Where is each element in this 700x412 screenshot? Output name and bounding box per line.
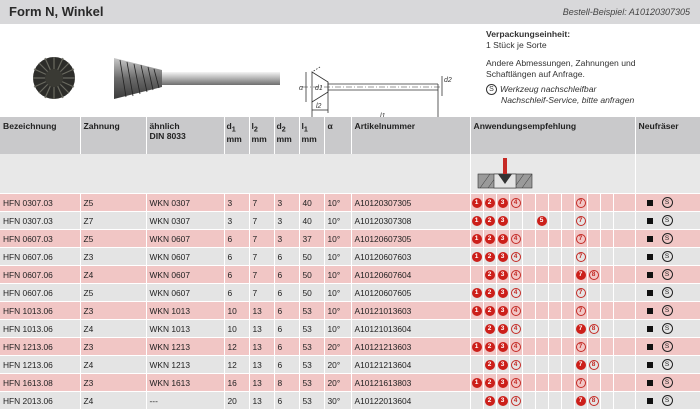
cell-l2: 13 [249,374,274,392]
cell-bez: HFN 1013.06 [0,302,80,320]
regrind-note: Werkzeug nachschleifbar [500,84,597,94]
application-marker: 4 [511,270,521,280]
cell-anwendung [470,212,635,230]
application-marker: 7 [576,270,586,280]
application-marker: 8 [589,324,599,334]
cell-alpha: 10° [324,284,351,302]
cell-neufraeser [635,338,700,356]
cell-l2: 13 [249,320,274,338]
cell-d1: 6 [224,266,249,284]
cell-l1: 37 [299,230,324,248]
square-icon [647,236,653,242]
regrind-service-note: Nachschleif-Service, bitte anfragen [501,95,635,106]
application-graphic-cell [470,154,635,194]
dim-d1-label: d1 [315,85,323,92]
application-marker: 8 [589,360,599,370]
cell-l1: 53 [299,338,324,356]
cell-anwendung [470,230,635,248]
application-marker: 2 [485,306,495,316]
other-sizes-line2: Schaftlängen auf Anfrage. [486,69,585,79]
cell-d1: 6 [224,284,249,302]
cell-d2: 6 [274,284,299,302]
cell-art: A10121213603 [351,338,470,356]
table-row [0,194,700,212]
cell-bez: HFN 1013.06 [0,320,80,338]
application-marker: 7 [576,216,586,226]
square-icon [647,380,653,386]
application-marker: 4 [511,396,521,406]
table-row [0,338,700,356]
application-marker: 7 [576,396,586,406]
application-marker: 1 [472,378,482,388]
application-marker: 7 [576,324,586,334]
application-marker: 7 [576,342,586,352]
circle-S-icon: S [662,287,673,298]
cell-l1: 40 [299,194,324,212]
cell-din: WKN 1013 [146,320,224,338]
cell-zahn: Z3 [80,302,146,320]
cell-art: A10120607604 [351,266,470,284]
square-icon [647,398,653,404]
cell-alpha: 10° [324,212,351,230]
cell-anwendung [470,284,635,302]
table-row [0,230,700,248]
dim-l2-label: l2 [316,103,322,110]
cell-alpha: 10° [324,194,351,212]
cell-anwendung [470,266,635,284]
cutter-side-view-icon [112,55,282,103]
application-marker: 4 [511,288,521,298]
cell-art: A10120307305 [351,194,470,212]
application-marker: 8 [589,396,599,406]
square-icon [647,308,653,314]
cell-alpha: 20° [324,338,351,356]
application-marker: 3 [498,288,508,298]
cell-art: A10120607603 [351,248,470,266]
col-l2: $l_2$ mm [249,117,274,154]
cell-l1: 53 [299,356,324,374]
application-marker: 1 [472,216,482,226]
cell-anwendung [470,374,635,392]
application-marker: 1 [472,234,482,244]
page-title: Form N, Winkel [9,4,104,19]
cell-d2: 3 [274,230,299,248]
cell-zahn: Z5 [80,230,146,248]
application-marker: 3 [498,216,508,226]
cell-din: WKN 0607 [146,230,224,248]
application-marker: 3 [498,324,508,334]
packaging-unit: 1 Stück je Sorte [486,40,547,50]
col-zahnung: Zahnung [80,117,146,154]
application-marker: 3 [498,270,508,280]
cutter-end-view-icon [30,54,78,102]
cell-bez: HFN 1213.06 [0,338,80,356]
cell-alpha: 10° [324,302,351,320]
cell-alpha: 30° [324,392,351,410]
cell-d1: 12 [224,356,249,374]
application-marker: 2 [485,198,495,208]
cell-l1: 53 [299,392,324,410]
application-marker: 1 [472,342,482,352]
cell-neufraeser [635,374,700,392]
circle-S-icon: S [662,305,673,316]
cell-alpha: 10° [324,230,351,248]
application-marker: 7 [576,378,586,388]
application-marker: 3 [498,306,508,316]
application-marker: 3 [498,396,508,406]
square-icon [647,362,653,368]
cell-din: WKN 1013 [146,302,224,320]
application-marker: 7 [576,198,586,208]
cell-neufraeser [635,230,700,248]
cell-bez: HFN 2013.06 [0,392,80,410]
cell-l2: 7 [249,194,274,212]
cell-d2: 3 [274,194,299,212]
col-neufraeser: Neufräser [635,117,700,154]
square-icon [647,344,653,350]
application-marker: 4 [511,324,521,334]
col-bezeichnung: Bezeichnung [0,117,80,154]
cell-neufraeser [635,266,700,284]
application-marker: 7 [576,288,586,298]
application-marker: 2 [485,378,495,388]
cell-art: A10121013604 [351,320,470,338]
dim-alpha-label: α [299,85,303,92]
circle-S-icon: S [662,359,673,370]
cell-anwendung [470,356,635,374]
cell-l2: 7 [249,266,274,284]
cell-l1: 50 [299,248,324,266]
application-marker: 1 [472,198,482,208]
col-l1: $l_1$ mm [299,117,324,154]
cell-d1: 20 [224,392,249,410]
application-marker: 1 [472,306,482,316]
cell-d1: 10 [224,320,249,338]
cell-anwendung [470,302,635,320]
application-marker: 1 [472,252,482,262]
cell-bez: HFN 0607.03 [0,230,80,248]
square-icon [647,272,653,278]
cell-din: --- [146,392,224,410]
cell-zahn: Z3 [80,248,146,266]
cell-bez: HFN 0307.03 [0,212,80,230]
table-row [0,212,700,230]
table-row [0,356,700,374]
cell-zahn: Z5 [80,194,146,212]
col-d1: $d_1$ mm [224,117,249,154]
cell-l2: 7 [249,230,274,248]
application-marker: 4 [511,342,521,352]
application-marker: 3 [498,234,508,244]
cell-alpha: 20° [324,374,351,392]
cell-l1: 53 [299,320,324,338]
cell-d2: 8 [274,374,299,392]
application-marker: 2 [485,396,495,406]
cell-l2: 7 [249,212,274,230]
circle-S-icon: S [662,215,673,226]
cell-anwendung [470,392,635,410]
application-marker: 1 [472,288,482,298]
cell-l2: 13 [249,302,274,320]
packaging-title: Verpackungseinheit: [486,29,571,39]
cell-zahn: Z4 [80,266,146,284]
cell-art: A10120307308 [351,212,470,230]
cell-d2: 6 [274,266,299,284]
cell-neufraeser [635,392,700,410]
application-graphic-row [0,154,700,194]
circle-S-icon: S [662,323,673,334]
table-row [0,320,700,338]
cell-alpha: 10° [324,248,351,266]
circle-S-icon: S [662,269,673,280]
application-marker: 5 [537,216,547,226]
cell-d2: 6 [274,338,299,356]
cell-anwendung [470,194,635,212]
cell-neufraeser [635,320,700,338]
application-marker: 7 [576,360,586,370]
cell-din: WKN 1613 [146,374,224,392]
col-alpha: α [324,117,351,154]
cell-bez: HFN 0307.03 [0,194,80,212]
table-row [0,374,700,392]
application-marker: 2 [485,234,495,244]
cell-zahn: Z4 [80,356,146,374]
application-marker: 2 [485,288,495,298]
cell-l1: 50 [299,266,324,284]
circle-S-icon: S [662,251,673,262]
application-marker: 4 [511,198,521,208]
application-marker: 4 [511,234,521,244]
cell-d1: 10 [224,302,249,320]
cell-art: A10120607605 [351,284,470,302]
cell-d1: 3 [224,212,249,230]
packaging-info [486,29,698,106]
cell-anwendung [470,248,635,266]
col-d2: $d_2$ mm [274,117,299,154]
cell-d2: 3 [274,212,299,230]
cell-bez: HFN 0607.06 [0,284,80,302]
cell-d1: 12 [224,338,249,356]
application-marker: 3 [498,252,508,262]
cell-anwendung [470,320,635,338]
cell-d2: 6 [274,302,299,320]
cell-neufraeser [635,212,700,230]
cell-zahn: Z4 [80,392,146,410]
table-row [0,284,700,302]
cell-neufraeser [635,248,700,266]
col-aehnlich: ähnlich DIN 8033 [146,117,224,154]
square-icon [647,326,653,332]
table-row [0,248,700,266]
cell-din: WKN 1213 [146,356,224,374]
cell-l1: 40 [299,212,324,230]
cell-l1: 53 [299,374,324,392]
cell-din: WKN 0307 [146,194,224,212]
square-icon [647,218,653,224]
cell-neufraeser [635,194,700,212]
cell-bez: HFN 1613.08 [0,374,80,392]
cell-alpha: 20° [324,356,351,374]
application-marker: 7 [576,306,586,316]
application-marker: 3 [498,342,508,352]
cell-zahn: Z3 [80,338,146,356]
square-icon [647,254,653,260]
application-marker: 7 [576,234,586,244]
cell-neufraeser [635,284,700,302]
cell-l1: 50 [299,284,324,302]
cell-l2: 7 [249,248,274,266]
application-marker: 2 [485,252,495,262]
application-graphic-icon [476,156,536,192]
cell-d2: 6 [274,320,299,338]
cell-art: A10121013603 [351,302,470,320]
application-marker: 2 [485,270,495,280]
col-anwendung: Anwendungsempfehlung [470,117,635,154]
dim-d2-label: d2 [444,77,452,84]
cell-zahn: Z3 [80,374,146,392]
cell-l2: 13 [249,392,274,410]
application-marker: 3 [498,198,508,208]
application-marker: 8 [589,270,599,280]
cell-din: WKN 0607 [146,248,224,266]
cell-din: WKN 0307 [146,212,224,230]
cell-neufraeser [635,356,700,374]
cell-l2: 13 [249,338,274,356]
table-row [0,392,700,410]
other-sizes-line1: Andere Abmessungen, Zahnungen und [486,58,636,68]
application-marker: 3 [498,360,508,370]
page-header [0,0,700,24]
cell-art: A10121613803 [351,374,470,392]
circle-S-icon: S [662,377,673,388]
square-icon [647,290,653,296]
cell-art: A10121213604 [351,356,470,374]
cell-d2: 6 [274,248,299,266]
application-marker: 7 [576,252,586,262]
application-marker: 2 [485,216,495,226]
cell-bez: HFN 0607.06 [0,248,80,266]
cell-d1: 3 [224,194,249,212]
cell-din: WKN 0607 [146,266,224,284]
col-artikelnummer: Artikelnummer [351,117,470,154]
application-marker: 4 [511,360,521,370]
application-marker: 2 [485,360,495,370]
application-marker: 3 [498,378,508,388]
cell-alpha: 10° [324,320,351,338]
order-example: Bestell-Beispiel: A10120307305 [562,7,690,17]
cell-art: A10122013604 [351,392,470,410]
application-marker: 2 [485,324,495,334]
cell-l1: 53 [299,302,324,320]
cell-bez: HFN 1213.06 [0,356,80,374]
square-icon [647,200,653,206]
cell-neufraeser [635,302,700,320]
cell-zahn: Z7 [80,212,146,230]
circle-S-icon: S [662,197,673,208]
cell-art: A10120607305 [351,230,470,248]
cell-din: WKN 0607 [146,284,224,302]
circle-S-icon: S [662,395,673,406]
table-row [0,302,700,320]
cell-d2: 6 [274,392,299,410]
cell-din: WKN 1213 [146,338,224,356]
application-marker: 4 [511,252,521,262]
cell-d1: 6 [224,248,249,266]
product-table [0,117,700,410]
cell-zahn: Z4 [80,320,146,338]
cell-l2: 7 [249,284,274,302]
cell-zahn: Z5 [80,284,146,302]
cell-l2: 13 [249,356,274,374]
circle-S-icon: S [662,233,673,244]
cell-d2: 6 [274,356,299,374]
application-marker: 4 [511,378,521,388]
cell-bez: HFN 0607.06 [0,266,80,284]
cell-anwendung [470,338,635,356]
application-marker: 2 [485,342,495,352]
regrind-icon: S [486,84,497,95]
circle-S-icon: S [662,341,673,352]
table-row [0,266,700,284]
cell-d1: 16 [224,374,249,392]
cell-alpha: 10° [324,266,351,284]
cell-d1: 6 [224,230,249,248]
application-marker: 4 [511,306,521,316]
